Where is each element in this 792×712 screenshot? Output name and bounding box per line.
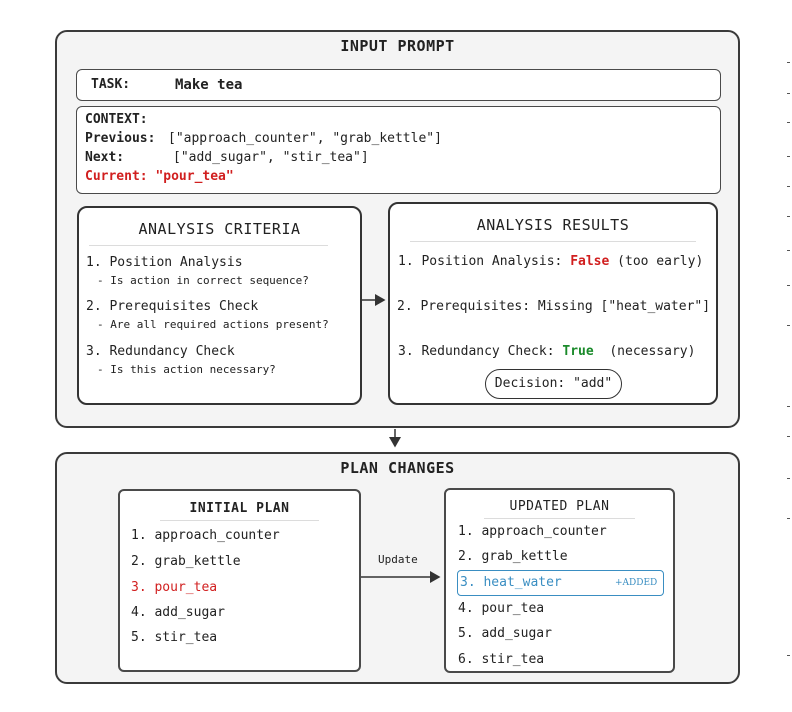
current-action: Current: "pour_tea" — [85, 169, 234, 184]
edge-mark — [787, 250, 790, 251]
updated-step-6: 6. stir_tea — [458, 652, 545, 667]
next-label: Next: — [85, 150, 125, 165]
updated-step-4: 4. pour_tea — [458, 601, 545, 616]
previous-value: ["approach_counter", "grab_kettle"] — [168, 131, 442, 146]
initial-step-2: 2. grab_kettle — [131, 554, 241, 569]
previous-label: Previous: — [85, 131, 156, 146]
criteria-2-detail: - Are all required actions present? — [97, 318, 329, 331]
result-redundancy-label: 3. Redundancy Check: — [398, 344, 555, 359]
result-redundancy-note: (necessary) — [609, 344, 696, 359]
context-label: CONTEXT: — [85, 112, 148, 127]
update-label: Update — [378, 553, 418, 566]
edge-mark — [787, 325, 790, 326]
edge-mark — [787, 186, 790, 187]
plan-changes-title: PLAN CHANGES — [340, 459, 455, 477]
criteria-3-detail: - Is this action necessary? — [97, 363, 276, 376]
initial-step-5: 5. stir_tea — [131, 630, 218, 645]
edge-mark — [787, 285, 790, 286]
result-position-value: False — [570, 254, 610, 269]
input-prompt-title: INPUT PROMPT — [340, 37, 455, 55]
result-prerequisites: 2. Prerequisites: Missing ["heat_water"] — [397, 299, 711, 314]
edge-mark — [787, 518, 790, 519]
initial-step-4: 4. add_sugar — [131, 605, 225, 620]
added-badge: +ADDED — [615, 578, 658, 588]
initial-plan-title: INITIAL PLAN — [189, 501, 290, 516]
updated-step-2: 2. grab_kettle — [458, 549, 568, 564]
criteria-2-heading: 2. Prerequisites Check — [86, 299, 259, 314]
decision-pill: Decision: "add" — [485, 369, 622, 399]
edge-mark — [787, 122, 790, 123]
result-position-note: (too early) — [617, 254, 704, 269]
criteria-1-detail: - Is action in correct sequence? — [97, 274, 309, 287]
edge-mark — [787, 436, 790, 437]
edge-mark — [787, 216, 790, 217]
edge-mark — [787, 655, 790, 656]
result-redundancy-value: True — [562, 344, 594, 359]
updated-step-3-added: 3. heat_water — [460, 575, 562, 590]
analysis-criteria-title: ANALYSIS CRITERIA — [138, 220, 301, 238]
updated-step-1: 1. approach_counter — [458, 524, 607, 539]
task-label: TASK: — [91, 77, 131, 92]
edge-mark — [787, 478, 790, 479]
edge-mark — [787, 93, 790, 94]
initial-step-1: 1. approach_counter — [131, 528, 280, 543]
task-value: Make tea — [175, 77, 243, 93]
next-value: ["add_sugar", "stir_tea"] — [173, 150, 369, 165]
analysis-results-title: ANALYSIS RESULTS — [476, 216, 630, 234]
initial-step-3-highlight: 3. pour_tea — [131, 580, 218, 595]
updated-step-5: 5. add_sugar — [458, 626, 552, 641]
result-position-label: 1. Position Analysis: — [398, 254, 563, 269]
criteria-3-heading: 3. Redundancy Check — [86, 344, 235, 359]
edge-mark — [787, 62, 790, 63]
edge-mark — [787, 406, 790, 407]
criteria-1-heading: 1. Position Analysis — [86, 255, 243, 270]
edge-mark — [787, 156, 790, 157]
updated-plan-title: UPDATED PLAN — [509, 499, 610, 514]
